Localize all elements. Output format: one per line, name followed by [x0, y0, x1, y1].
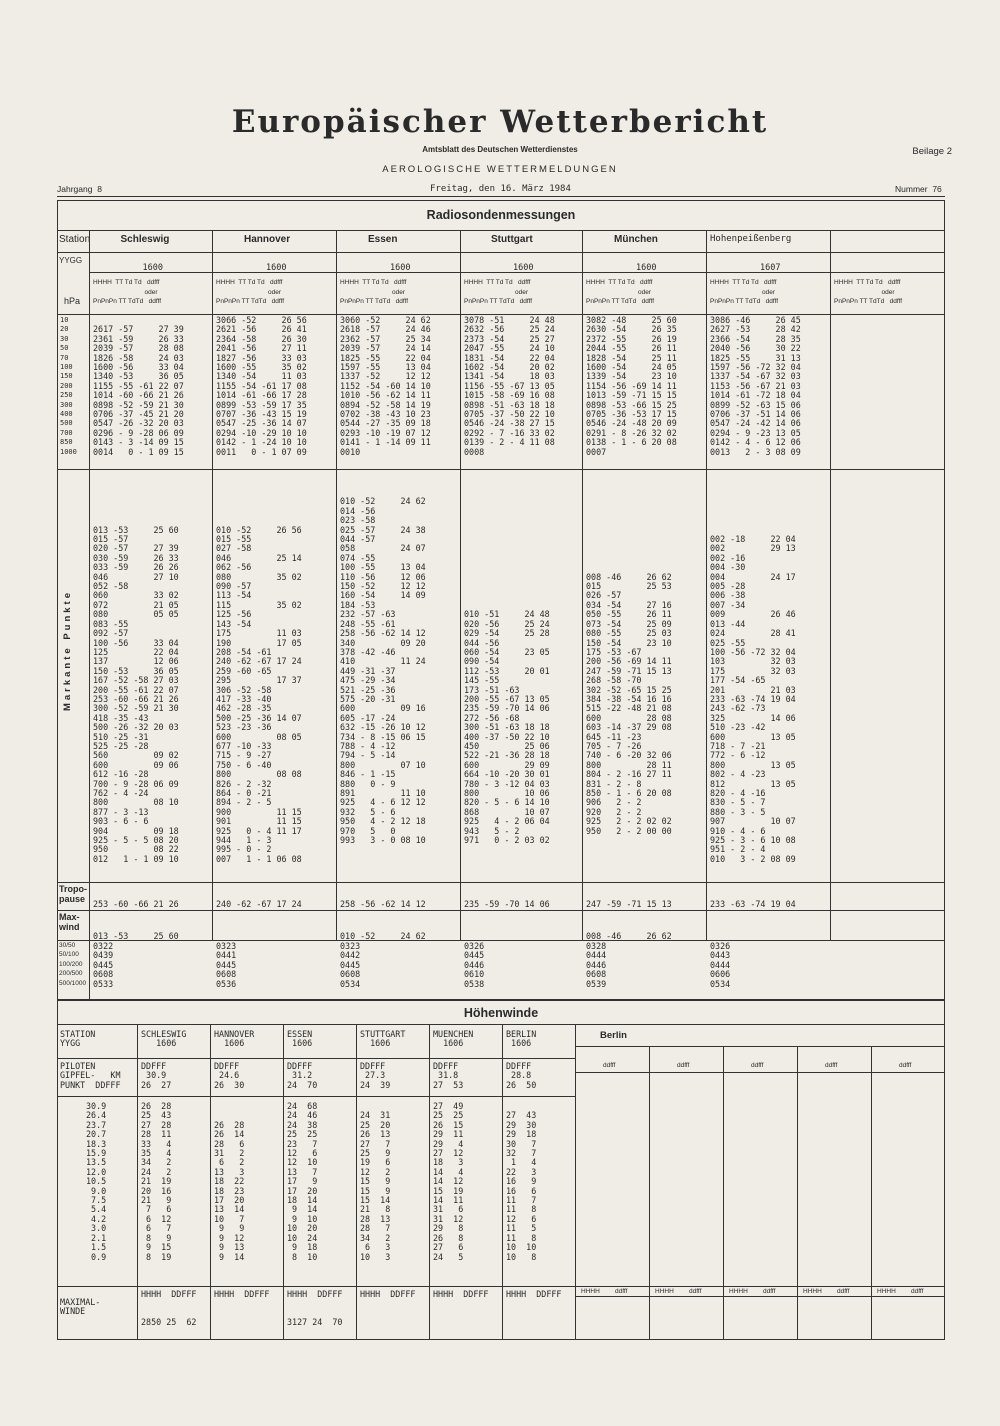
station-time: 1600: [513, 263, 534, 273]
station-name: Essen: [368, 234, 398, 245]
divider: [706, 230, 707, 940]
wind-profile-data: 27 49 25 25 26 15 29 11 29 4 27 12 18 3 14 4 14 12 15 19 14 11 31 6 31 12 29 8 26 8 27 6 24 5: [433, 1101, 464, 1262]
right-bottom-header: HHHH: [581, 1288, 600, 1295]
maxwind-header: HHHH DDFFF: [433, 1289, 489, 1299]
gipfel-data: DDFFF 28.8 26 50: [506, 1061, 537, 1090]
divider: [89, 272, 212, 273]
divider: [336, 272, 460, 273]
column-header: HHHH TT Td Td ddfff: [834, 279, 901, 286]
divider: [582, 272, 706, 273]
hoehen-station-header: HANNOVER 1606: [214, 1029, 255, 1049]
hoehen-station-header: ESSEN 1606: [287, 1029, 313, 1049]
column-header: PnPnPn TT TdTd ddfff: [586, 298, 655, 305]
divider: [212, 230, 213, 940]
divider: [57, 469, 945, 470]
standard-level-data: 3060 -52 24 62 2618 -57 24 46 2362 -57 25 34 2039 -57 24 14 1825 -55 22 04 1597 -55 13 04 1337 -52 12 12 1152 -54 -60 14 10 1010 -56 -62 14 11 0894 -52 -58 14 19 0702 -38 -43 10 23 0544 -27 -35 09 18 0293 -10 -19 07 12 0141 - 1 -14 09 11 0010: [340, 315, 431, 457]
station-time: 1600: [142, 263, 163, 273]
divider: [356, 1024, 357, 1340]
nummer-label: Nummer 76: [895, 184, 942, 194]
tropopause-label: Tropo-pause: [59, 884, 87, 904]
column-header: PnPnPn TT TdTd ddfff: [710, 298, 779, 305]
divider: [575, 1046, 945, 1047]
thickness-data: 0323 0442 0445 0608 0534: [340, 941, 361, 989]
right-station-name: Berlin: [600, 1030, 627, 1041]
right-column-header: ddfff: [603, 1062, 616, 1069]
thickness-data: 0323 0441 0445 0608 0536: [216, 941, 237, 989]
right-column-header: ddfff: [825, 1062, 838, 1069]
divider: [137, 1024, 138, 1340]
station-time: 1600: [266, 263, 287, 273]
station-name: Hannover: [244, 234, 291, 245]
column-header-oder: oder: [762, 289, 776, 296]
thickness-data: 0326 0443 0444 0606 0534: [710, 941, 731, 989]
gipfel-data: DDFFF 31.2 24 70: [287, 1061, 318, 1090]
right-bottom-header: HHHH: [877, 1288, 896, 1295]
maxwind-data: 013 -53 25 60: [93, 931, 179, 941]
nummer-value: 76: [932, 184, 942, 194]
right-bottom-header: ddfff: [615, 1288, 628, 1295]
tropopause-data: 258 -56 -62 14 12: [340, 899, 426, 909]
wind-profile-data: 24 31 25 20 26 13 27 7 25 9 19 6 12 2 15 9 15 9 15 14 21 8 28 13 28 7 34 2 6 3 10 3: [360, 1110, 391, 1262]
divider: [89, 230, 90, 1000]
right-bottom-header: HHHH: [655, 1288, 674, 1295]
thickness-data: 0322 0439 0445 0608 0533: [93, 941, 114, 989]
marked-points-data: 010 -52 26 56 015 -55 027 -58 046 25 14 062 -56 080 35 02 090 -57 113 -54 115 35 02 125 -56 143 -54 175 11 03 190 17 05 208 -54 -61 240 -62 -67 17 24 259 -60 -65 295 17 37 306 -52 -58 417 -33 -40 462 -28 -35 500 -25 -36 14 07 523 -23 -36 600 08 05 677 -10 -33 715 - 9 -27 750 - 6 -40 800 08 08 826 - 2 -32 864 - 0 -21 894 - 2 - 5 900 11 15 901 11 15 925 0 - 4 11 17 944 1 - 3 995 - 0 - 2 007 1 - 1 06 08: [216, 524, 302, 864]
divider: [706, 272, 830, 273]
column-header-oder: oder: [881, 289, 895, 296]
divider: [502, 1024, 503, 1340]
hoehenwinde-title: Höhenwinde: [463, 1006, 539, 1020]
divider: [57, 252, 945, 253]
km-levels: 30.9 26.4 23.7 20.7 18.3 15.9 13.5 12.0 10.5 9.0 7.5 5.4 4.2 3.0 2.1 1.5 0.9: [86, 1101, 107, 1262]
standard-level-data: 2617 -57 27 39 2361 -59 26 33 2039 -57 28 08 1826 -58 24 03 1600 -56 33 04 1340 -53 36 05 1155 -55 -61 22 07 1014 -60 -66 21 26 0898 -52 -59 21 30 0706 -37 -45 21 20 0547 -26 -32 20 03 0296 - 9 -28 06 09 0143 - 3 -14 09 15 0014 0 - 1 09 15: [93, 324, 184, 457]
maxwind-header: HHHH DDFFF: [141, 1289, 197, 1299]
divider: [57, 1286, 945, 1287]
maxwind-header: HHHH DDFFF: [287, 1289, 343, 1299]
divider: [575, 1296, 945, 1297]
divider: [283, 1024, 284, 1340]
right-bottom-header: ddfff: [837, 1288, 850, 1295]
column-header-oder: oder: [638, 289, 652, 296]
hoehen-station-header: SCHLESWIG 1606: [141, 1029, 187, 1049]
maxwind-value: 2850 25 62: [141, 1317, 197, 1327]
standard-level-data: 3082 -48 25 60 2630 -54 26 35 2372 -55 26 19 2044 -55 26 11 1828 -54 25 11 1600 -54 24 05 1339 -54 23 10 1154 -56 -69 14 11 1013 -59 -71 15 15 0898 -53 -66 15 25 0705 -36 -53 17 15 0546 -24 -48 20 09 0291 - 8 -26 32 02 0138 - 1 - 6 20 08 0007: [586, 315, 677, 457]
hpa-levels: 10 20 30 50 70 100 150 200 250 300 400 500 700 850 1000: [60, 316, 77, 456]
tropopause-data: 240 -62 -67 17 24: [216, 899, 302, 909]
right-bottom-header: ddfff: [911, 1288, 924, 1295]
column-header: HHHH TT Td Td ddfff: [216, 279, 283, 286]
wind-profile-data: 27 43 29 30 29 18 30 7 32 7 1 4 22 3 16 9 16 6 11 7 11 8 12 6 11 5 11 8 10 10 10 8: [506, 1110, 537, 1262]
column-header: HHHH TT Td Td ddfff: [340, 279, 407, 286]
right-bottom-header: HHHH: [729, 1288, 748, 1295]
maxwind-label: Max-wind: [59, 912, 80, 932]
divider: [429, 1024, 430, 1340]
column-header: HHHH TT Td Td ddfff: [710, 279, 777, 286]
column-header: PnPnPn TT TdTd ddfff: [340, 298, 409, 305]
divider: [57, 1058, 575, 1059]
section-subtitle: AEROLOGISCHE WETTERMELDUNGEN: [382, 164, 618, 175]
hoehen-station-header: MUENCHEN 1606: [433, 1029, 474, 1049]
divider: [575, 1072, 945, 1073]
issue-date: Freitag, den 16. März 1984: [430, 184, 571, 194]
divider: [830, 230, 831, 940]
maxwind-header: HHHH DDFFF: [506, 1289, 562, 1299]
tropopause-data: 235 -59 -70 14 06: [464, 899, 550, 909]
gipfel-data: DDFFF 24.6 26 30: [214, 1061, 245, 1090]
column-header-oder: oder: [392, 289, 406, 296]
right-bottom-header: ddfff: [763, 1288, 776, 1295]
maxwind-value: 3127 24 70: [287, 1317, 343, 1327]
divider: [336, 230, 337, 940]
divider: [57, 1096, 575, 1097]
hpa-label: hPa: [64, 296, 81, 306]
maxwind-header: HHHH DDFFF: [214, 1289, 270, 1299]
divider: [582, 230, 583, 940]
divider: [57, 910, 945, 911]
divider: [57, 1024, 945, 1025]
marked-points-data: 013 -53 25 60 015 -57 020 -57 27 39 030 -59 26 33 033 -59 26 26 046 27 10 052 -58 060 33 02 072 21 05 080 05 05 083 -55 092 -57 100 -56 33 04 125 22 04 137 12 06 150 -53 36 05 167 -52 -58 27 03 200 -55 -61 22 07 253 -60 -66 21 26 300 -52 -59 21 30 418 -35 -43 500 -26 -32 20 03 510 -25 -31 525 -25 -28 560 09 02 600 09 06 612 -16 -28 700 - 9 -28 06 09 762 - 4 -24 800 08 10 877 - 3 -13 903 - 6 - 6 904 09 18 925 - 5 - 5 08 20 950 08 22 012 1 - 1 09 10: [93, 524, 179, 864]
thickness-data: 0328 0444 0446 0608 0539: [586, 941, 607, 989]
divider: [210, 1024, 211, 1340]
jahrgang-label: Jahrgang 8: [57, 184, 102, 194]
maxwind-data: 008 -46 26 62: [586, 931, 672, 941]
gipfel-data: DDFFF 31.8 27 53: [433, 1061, 464, 1090]
column-header: PnPnPn TT TdTd ddfff: [216, 298, 285, 305]
maxwind-header: HHHH DDFFF: [360, 1289, 416, 1299]
standard-level-data: 3086 -46 26 45 2627 -53 28 42 2366 -54 28 35 2040 -56 30 22 1825 -55 31 13 1597 -56 -72 32 04 1337 -54 -67 32 03 1153 -56 -67 21 03 1014 -61 -72 18 04 0899 -52 -63 15 06 0706 -37 -51 14 06 0547 -24 -42 14 06 0294 - 9 -23 13 05 0142 - 4 - 6 12 06 0013 2 - 3 08 09: [710, 315, 801, 457]
tropopause-data: 247 -59 -71 15 13: [586, 899, 672, 909]
station-name: Hohenpeißenberg: [710, 234, 792, 244]
station-name: München: [614, 234, 658, 245]
marked-points-label: Markante Punkte: [62, 590, 73, 712]
station-time: 1600: [636, 263, 657, 273]
jahrgang-value: 8: [97, 184, 102, 194]
header-rule: [57, 196, 945, 197]
marked-points-data: 010 -52 24 62 014 -56 023 -58 025 -57 24 38 044 -57 058 24 07 074 -55 100 -55 13 04 110 -56 12 06 150 -52 12 12 160 -54 14 09 184 -53 232 -57 -63 248 -55 -61 258 -56 -62 14 12 340 09 20 378 -42 -46 410 11 24 449 -31 -37 475 -29 -34 521 -25 -36 575 -20 -31 600 09 16 605 -17 -24 632 -15 -26 10 12 734 - 8 -15 06 15 788 - 4 -12 794 - 5 -14 800 07 10 846 - 1 -15 880 0 - 9 891 11 10 925 4 - 6 12 12 932 5 - 6 950 4 - 2 12 18 970 5 0 993 3 - 0 08 10: [340, 496, 426, 846]
station-time: 1600: [390, 263, 411, 273]
station-name: Stuttgart: [491, 234, 533, 245]
divider: [57, 230, 945, 231]
divider: [212, 272, 336, 273]
column-header: PnPnPn TT TdTd ddfff: [464, 298, 533, 305]
tropopause-data: 233 -63 -74 19 04: [710, 899, 796, 909]
station-yygg-label: STATION YYGG: [60, 1029, 96, 1049]
gipfel-data: DDFFF 27.3 24 39: [360, 1061, 391, 1090]
column-header: HHHH TT Td Td ddfff: [464, 279, 531, 286]
divider: [57, 940, 945, 941]
marked-points-data: 008 -46 26 62 015 25 53 026 -57 034 -54 27 16 050 -55 26 11 073 -54 25 09 080 -55 25 03 150 -54 23 10 175 -53 -67 200 -56 -69 14 11 247 -59 -71 15 13 268 -58 -70 302 -52 -65 15 25 384 -38 -54 16 16 515 -22 -48 21 08 600 28 08 603 -14 -37 29 08 645 -11 -23 705 - 7 -26 740 - 6 -20 32 06 800 28 11 804 - 2 -16 27 11 831 - 2 - 8 850 - 1 - 6 20 08 906 2 - 2 920 2 - 2 925 2 - 2 02 02 950 2 - 2 00 00: [586, 571, 672, 836]
piloten-label: PILOTEN GIPFEL- KM PUNKT DDFFF: [60, 1061, 121, 1090]
column-header: HHHH TT Td Td ddfff: [93, 279, 160, 286]
hoehen-station-header: STUTTGART 1606: [360, 1029, 406, 1049]
wind-profile-data: 26 28 25 43 27 28 28 11 33 4 35 4 34 2 24 2 21 19 20 16 21 9 7 6 6 12 6 7 8 9 9 15 8 19: [141, 1101, 172, 1262]
divider: [57, 882, 945, 883]
standard-level-data: 3066 -52 26 56 2621 -56 26 41 2364 -58 26 30 2041 -56 27 11 1827 -56 33 03 1600 -55 35 02 1340 -54 11 03 1155 -54 -61 17 08 1014 -61 -66 17 28 0899 -53 -59 17 35 0707 -36 -43 15 19 0547 -25 -36 14 07 0294 -10 -29 10 10 0142 - 1 -24 10 10 0011 0 - 1 07 09: [216, 315, 307, 457]
gipfel-data: DDFFF 30.9 26 27: [141, 1061, 172, 1090]
right-bottom-header: HHHH: [803, 1288, 822, 1295]
station-name: Schleswig: [120, 234, 170, 245]
standard-level-data: 3078 -51 24 48 2632 -56 25 24 2373 -54 25 27 2047 -55 24 10 1831 -54 22 04 1602 -54 20 02 1341 -54 18 03 1156 -55 -67 13 05 1015 -58 -69 16 08 0898 -51 -63 18 18 0705 -37 -50 22 10 0546 -24 -38 27 15 0292 - 7 -16 33 02 0139 - 2 - 4 11 08 0008: [464, 315, 555, 457]
yygg-label: YYGG: [59, 256, 83, 265]
right-bottom-header: ddfff: [689, 1288, 702, 1295]
marked-points-data: 010 -51 24 48 020 -56 25 24 029 -54 25 28 044 -56 060 -54 23 05 090 -54 112 -53 20 01 145 -55 173 -51 -63 200 -55 -67 13 05 235 -59 -70 14 06 272 -56 -68 300 -51 -63 18 18 400 -37 -50 22 10 450 25 06 522 -21 -36 28 18 600 29 09 664 -10 -20 30 01 780 - 3 -12 04 03 800 10 06 820 - 5 - 6 14 10 868 10 07 925 4 - 2 06 04 943 5 - 2 971 0 - 2 03 02: [464, 609, 550, 846]
column-header: PnPnPn TT TdTd ddfff: [834, 298, 903, 305]
thickness-data: 0326 0445 0446 0610 0538: [464, 941, 485, 989]
divider: [460, 230, 461, 940]
divider: [460, 272, 582, 273]
station-time: 1607: [760, 263, 781, 273]
thickness-levels: 30/50 50/100 100/200 200/500 500/1000: [59, 942, 87, 987]
divider: [830, 272, 945, 273]
right-column-header: ddfff: [751, 1062, 764, 1069]
station-label: Station: [59, 234, 91, 245]
column-header-oder: oder: [268, 289, 282, 296]
marked-points-data: 002 -18 22 04 002 29 13 002 -16 004 -30 004 24 17 005 -28 006 -38 007 -34 009 26 46 013 -44 024 28 41 025 -55 100 -56 -72 32 04 103 32 03 175 32 03 177 -54 -65 201 21 03 233 -63 -74 19 04 243 -62 -73 325 14 06 510 -23 -42 600 13 05 718 - 7 -21 772 - 6 -12 800 13 05 802 - 4 -23 812 13 05 820 - 4 -16 830 - 5 - 7 880 - 3 - 5 907 10 07 910 - 4 - 6 925 - 3 - 6 10 08 951 - 2 - 4 010 3 - 2 08 09: [710, 534, 796, 864]
column-header: PnPnPn TT TdTd ddfff: [93, 298, 162, 305]
column-header: HHHH TT Td Td ddfff: [586, 279, 653, 286]
wind-profile-data: 26 28 26 14 28 6 31 2 6 2 13 3 18 22 18 23 17 20 13 14 10 7 9 9 9 12 9 13 9 14: [214, 1119, 245, 1262]
beilage-label: Beilage 2: [912, 146, 952, 157]
radiosonden-title: Radiosondenmessungen: [426, 208, 576, 222]
hoehen-station-header: BERLIN 1606: [506, 1029, 537, 1049]
page-title: Europäischer Wetterbericht: [231, 104, 769, 140]
right-column-header: ddfff: [899, 1062, 912, 1069]
right-column-header: ddfff: [677, 1062, 690, 1069]
column-header-oder: oder: [515, 289, 529, 296]
subtitle: Amtsblatt des Deutschen Wetterdienstes: [422, 145, 578, 154]
maxwind-data: 010 -52 24 62: [340, 931, 426, 941]
wind-profile-data: 24 68 24 46 24 38 25 25 23 7 12 6 12 10 13 7 17 9 17 20 18 14 9 14 9 10 10 20 10 24 9 18 8 10: [287, 1101, 318, 1262]
tropopause-data: 253 -60 -66 21 26: [93, 899, 179, 909]
maximalwinde-label: MAXIMAL- WINDE: [60, 1297, 101, 1317]
column-header-oder: oder: [144, 289, 158, 296]
